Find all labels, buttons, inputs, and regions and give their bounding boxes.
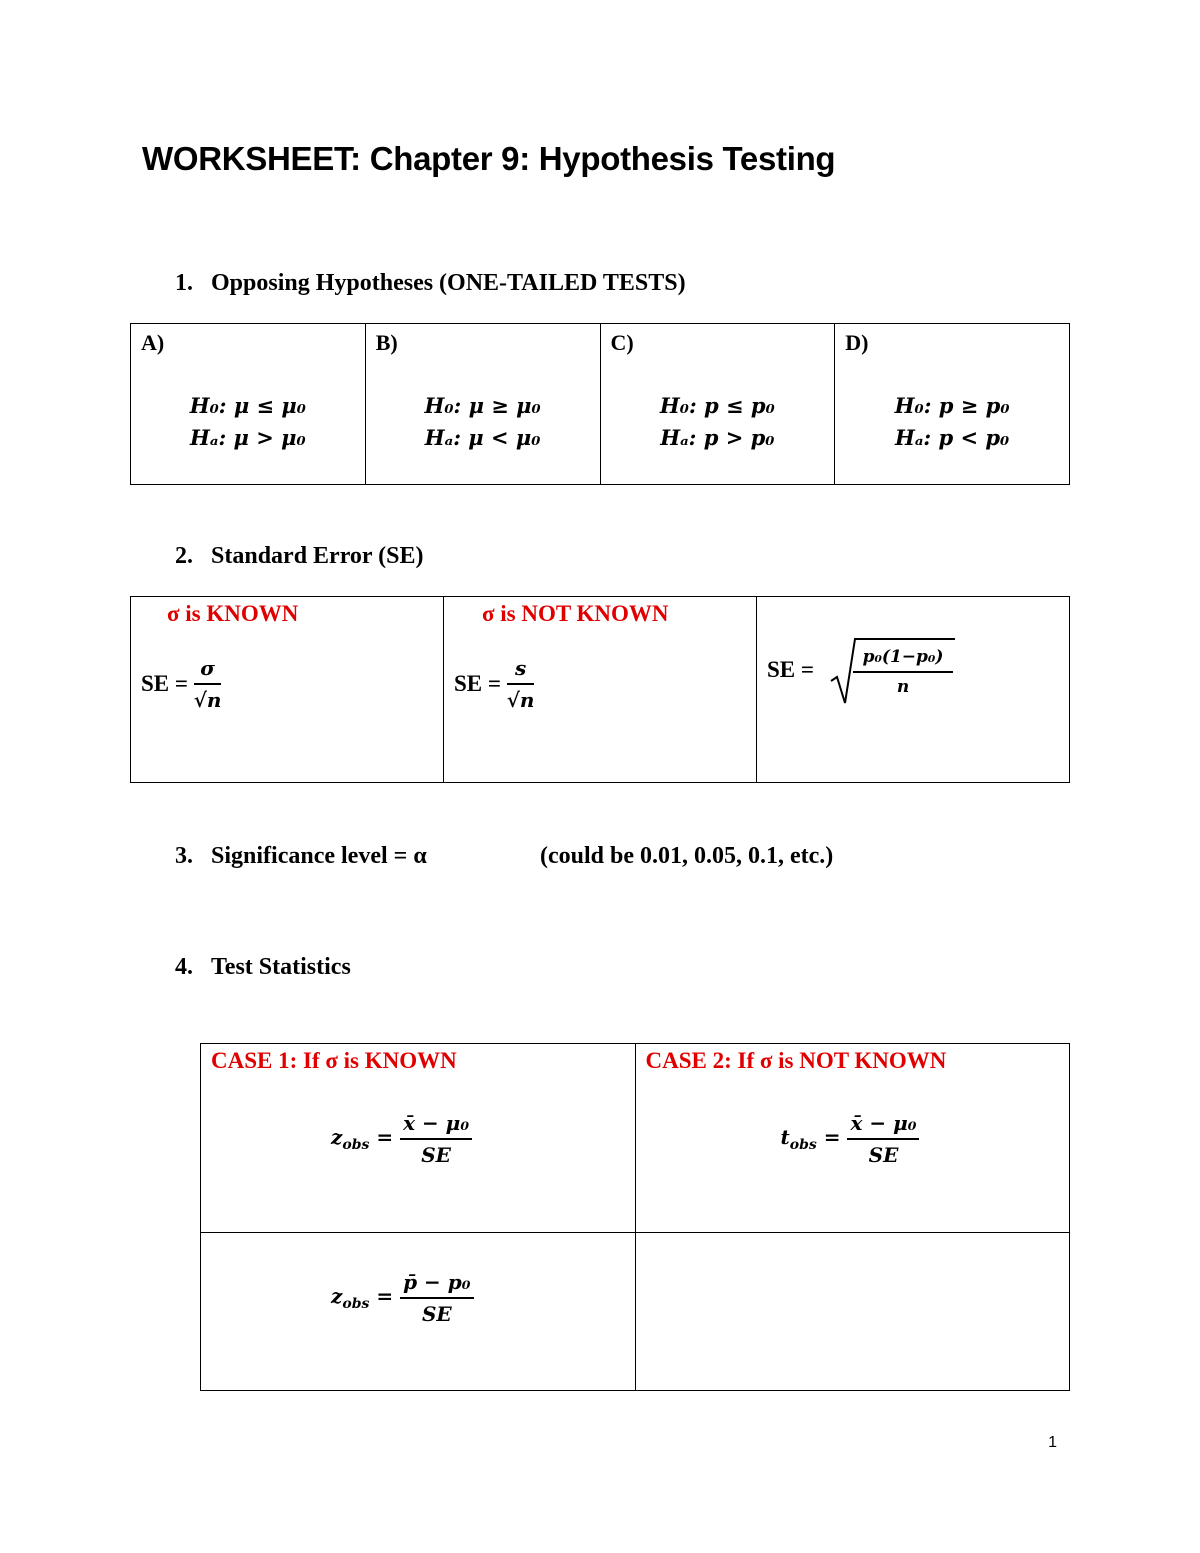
case2-cell — [635, 1044, 1070, 1233]
cell-label: C) — [610, 330, 634, 355]
alternative-hypothesis: Hₐ: p < p₀ — [894, 425, 1010, 450]
page-number: 1 — [1048, 1434, 1057, 1451]
se-cell-proportion — [757, 597, 1070, 783]
alternative-hypothesis: Hₐ: μ > μ₀ — [190, 425, 306, 450]
page-title: WORKSHEET: Chapter 9: Hypothesis Testing — [142, 140, 836, 177]
hypothesis-cell-a — [131, 324, 366, 485]
t-mean-formula: $t_{obs}$ = $\frac{\text{x̄ − μ₀}}{SE}$ — [781, 1108, 920, 1170]
se-fraction — [853, 643, 953, 701]
section1-title: Opposing Hypotheses (ONE-TAILED TESTS) — [211, 270, 686, 296]
section4-number: 4. — [175, 954, 193, 980]
hypothesis-cell-c — [600, 324, 835, 485]
null-hypothesis: H₀: μ ≥ μ₀ — [424, 393, 541, 418]
formula-lhs: z — [331, 1284, 343, 1308]
significance-note: (could be 0.01, 0.05, 0.1, etc.) — [540, 843, 834, 869]
cell-label: B) — [375, 330, 398, 355]
formula-denominator: SE — [868, 1143, 899, 1167]
proportion-cell — [201, 1233, 636, 1391]
formula-sub: obs — [342, 1296, 370, 1312]
se-lhs: SE = — [767, 657, 814, 682]
formula-numerator: x̄ − μ₀ — [847, 1108, 919, 1140]
empty-cell — [635, 1233, 1070, 1391]
test-statistics-table — [200, 1043, 1070, 1391]
se-lhs: SE = — [141, 671, 188, 696]
section1-heading — [175, 270, 686, 297]
formula-denominator: SE — [421, 1302, 452, 1326]
se-cell-header: σ is KNOWN — [167, 601, 299, 626]
section2-title: Standard Error (SE) — [211, 543, 424, 569]
case1-cell — [201, 1044, 636, 1233]
null-hypothesis: H₀: p ≤ p₀ — [659, 393, 775, 418]
section3-number: 3. — [175, 843, 193, 869]
se-cell-sigma-unknown — [444, 597, 757, 783]
section3-heading — [175, 843, 427, 870]
section2-heading — [175, 543, 423, 570]
formula-numerator: p̄ − p₀ — [400, 1267, 473, 1299]
hypotheses-table — [130, 323, 1070, 485]
se-numerator: σ — [194, 653, 222, 685]
section4-title: Test Statistics — [211, 954, 351, 980]
standard-error-table — [130, 596, 1070, 783]
se-cell-sigma-known — [131, 597, 444, 783]
null-hypothesis: H₀: p ≥ p₀ — [894, 393, 1010, 418]
formula-numerator: x̄ − μ₀ — [400, 1108, 472, 1140]
section4-heading — [175, 954, 351, 981]
se-fraction — [507, 653, 535, 715]
cell-label: A) — [141, 330, 165, 355]
formula-denominator: SE — [421, 1143, 451, 1167]
alternative-hypothesis: Hₐ: μ < μ₀ — [424, 425, 541, 450]
formula-sub: obs — [342, 1137, 370, 1153]
alternative-hypothesis: Hₐ: p > p₀ — [660, 425, 775, 450]
formula-lhs: t — [780, 1125, 790, 1149]
se-numerator: s — [507, 653, 535, 685]
z-mean-formula: $z_{obs}$ = $\frac{\text{x̄ − μ₀}}{SE}$ — [331, 1108, 472, 1170]
section3-title: Significance level = α — [211, 843, 427, 869]
formula-sub: obs — [789, 1137, 817, 1153]
hypothesis-cell-b — [365, 324, 600, 485]
hypothesis-cell-d — [835, 324, 1070, 485]
case1-header: CASE 1: If σ is KNOWN — [211, 1048, 457, 1073]
section2-number: 2. — [175, 543, 193, 569]
cell-label: D) — [845, 330, 869, 355]
case2-header: CASE 2: If σ is NOT KNOWN — [645, 1048, 947, 1073]
se-denominator: √n — [506, 688, 535, 712]
se-denominator: n — [896, 677, 910, 697]
se-lhs: SE = — [454, 671, 501, 696]
se-denominator: √n — [193, 688, 222, 712]
formula-lhs: z — [331, 1125, 343, 1149]
se-cell-header: σ is NOT KNOWN — [482, 601, 669, 626]
null-hypothesis: H₀: μ ≤ μ₀ — [189, 393, 306, 418]
se-numerator: p₀(1−p₀) — [853, 643, 953, 673]
section1-number: 1. — [175, 270, 193, 296]
z-proportion-formula: $z_{obs}$ = $\frac{\text{p̄ − p₀}}{SE}$ — [331, 1267, 474, 1329]
se-fraction — [194, 653, 222, 715]
